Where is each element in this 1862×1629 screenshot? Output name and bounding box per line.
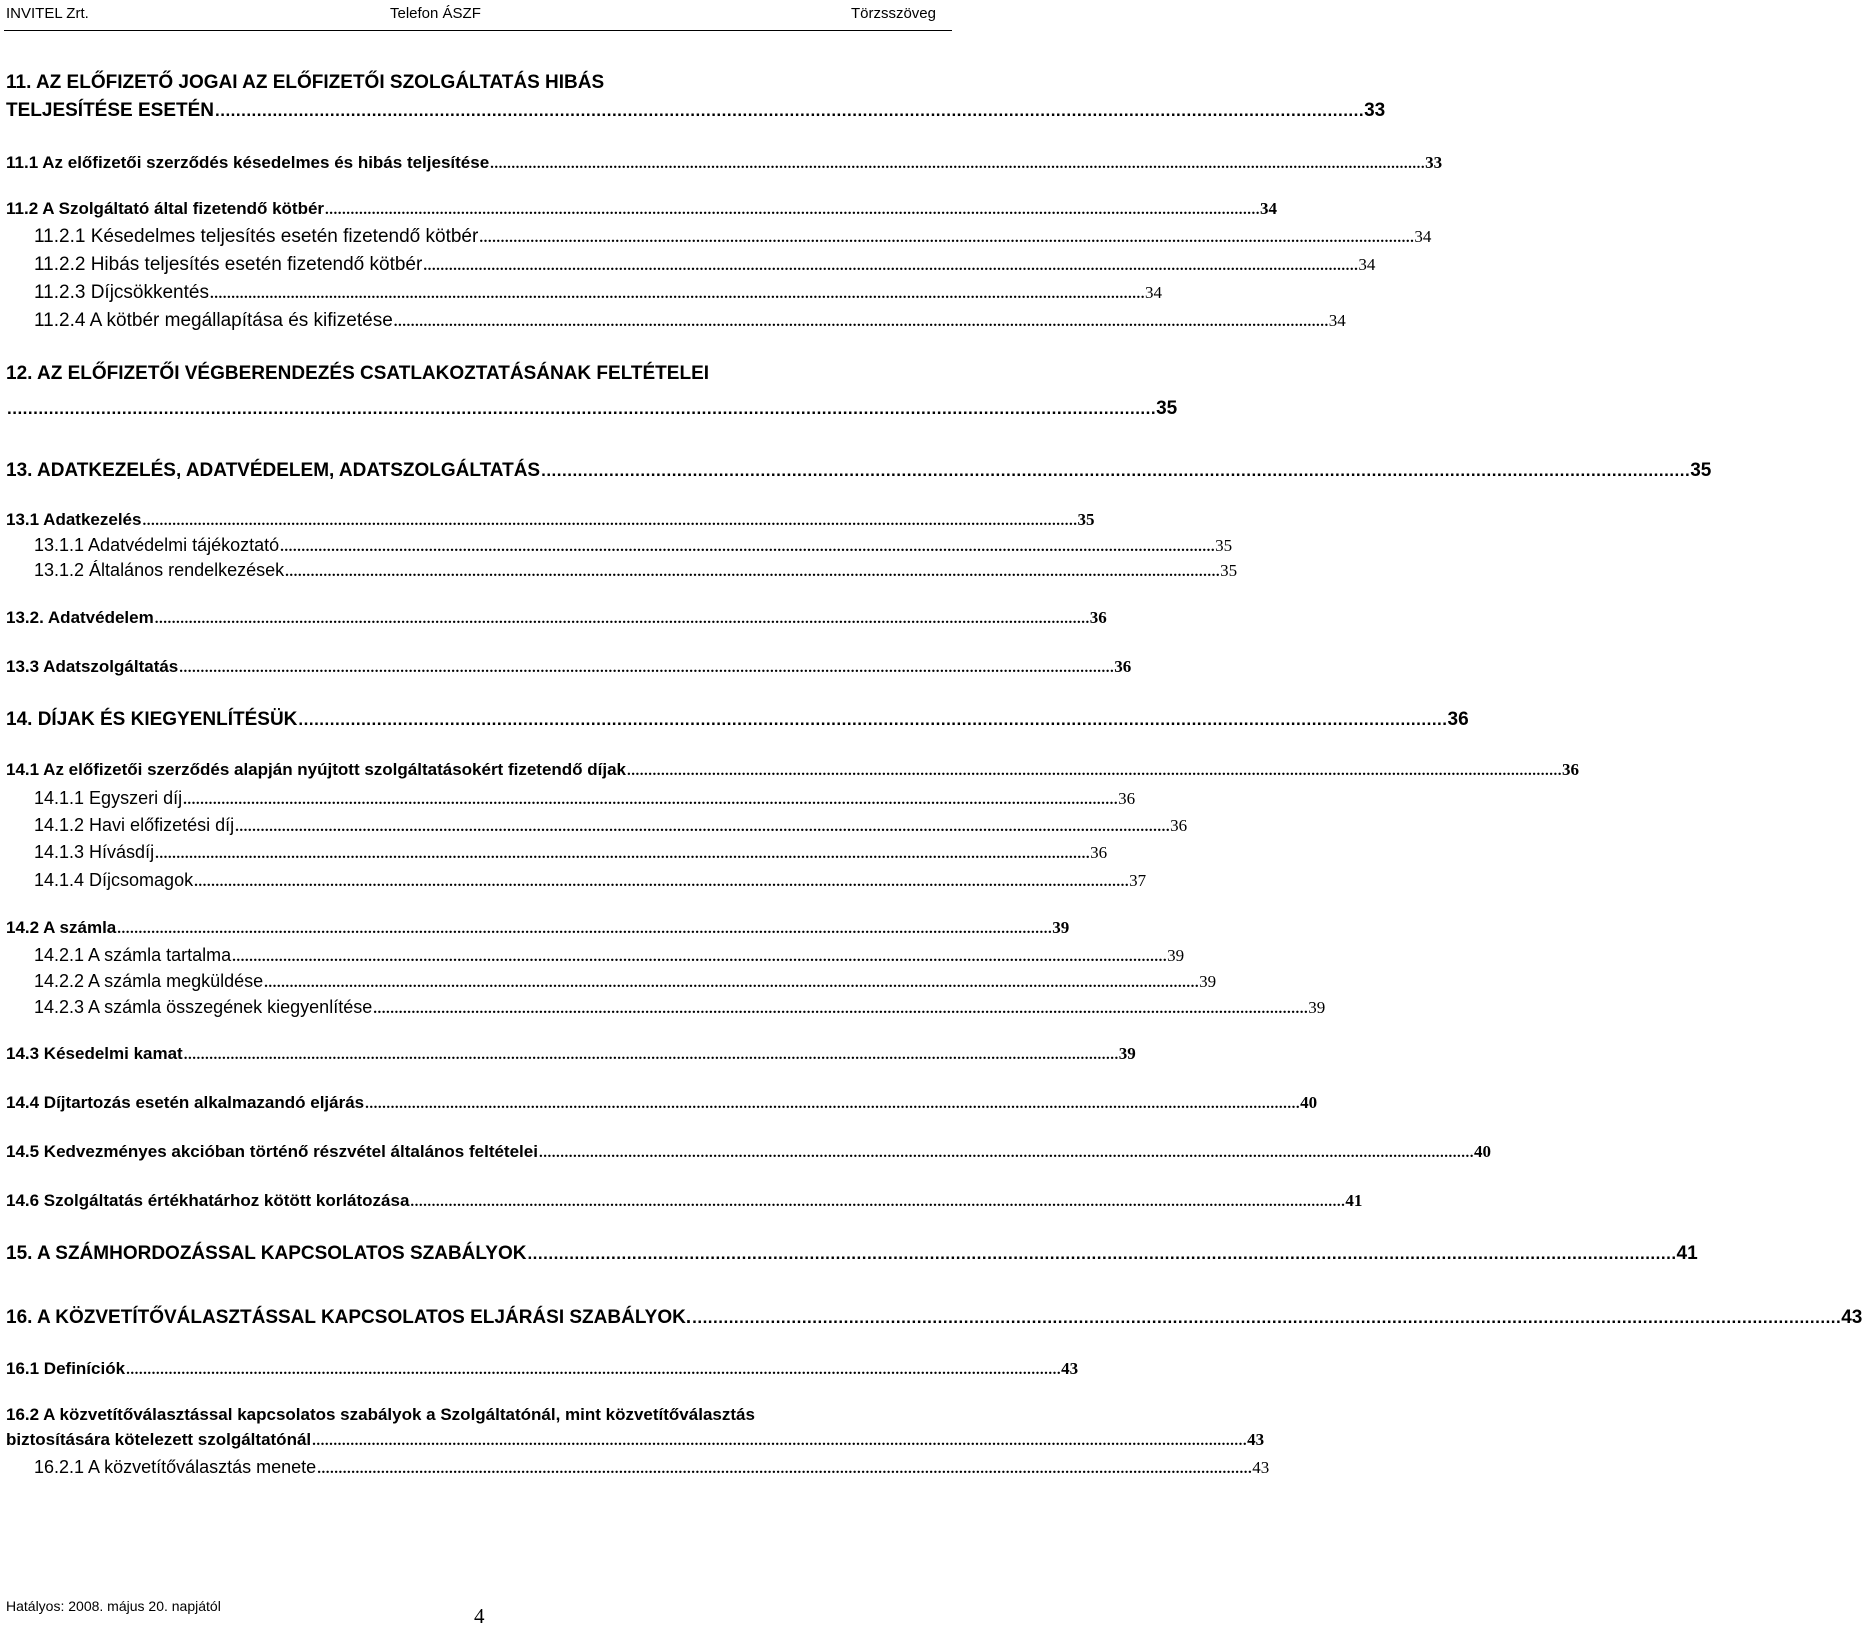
toc-entry-title-line: 11. AZ ELŐFIZETŐ JOGAI AZ ELŐFIZETŐI SZOLGÁLTATÁS HIBÁS (6, 72, 605, 93)
dot-leader: ............................................................................................................................................................................................................................ (235, 819, 1171, 835)
dot-leader: ............................................................................................................................................................................................................................ (410, 1194, 1346, 1210)
toc-page-number: 36 (1114, 657, 1132, 676)
toc-entry-title: 14.1.2 Havi előfizetési díj (34, 815, 235, 835)
footer-page-number: 4 (474, 1604, 485, 1628)
toc-entry-title: 14.2.3 A számla összegének kiegyenlítése (34, 997, 373, 1017)
dot-leader: ............................................................................................................................................................................................................................ (215, 101, 1365, 120)
toc-page-number: 35 (1215, 536, 1233, 555)
header-company: INVITEL Zrt. (6, 5, 89, 22)
toc-page-number: 35 (1690, 460, 1712, 481)
toc-page-number: 35 (1156, 398, 1178, 419)
toc-entry-title: 14.1.1 Egyszeri díj (34, 788, 183, 808)
dot-leader: ............................................................................................................................................................................................................................ (692, 1308, 1842, 1327)
header-divider (4, 30, 952, 31)
dot-leader: ............................................................................................................................................................................................................................ (365, 1096, 1301, 1112)
toc-entry-title: 16.1 Definíciók (6, 1359, 126, 1378)
toc-page-number: 34 (1328, 311, 1346, 330)
dot-leader: ............................................................................................................................................................................................................................ (393, 314, 1329, 330)
toc-page-number: 43 (1252, 1458, 1270, 1477)
toc-entry-title: 13. ADATKEZELÉS, ADATVÉDELEM, ADATSZOLGÁLTATÁS (6, 460, 541, 481)
dot-leader: ............................................................................................................................................................................................................................ (325, 202, 1261, 218)
dot-leader: ............................................................................................................................................................................................................................ (126, 1362, 1062, 1378)
toc-entry-title: 14.4 Díjtartozás esetén alkalmazandó eljárás (6, 1093, 365, 1112)
toc-entry-title: 11.2.3 Díjcsökkentés (34, 282, 209, 303)
dot-leader: ............................................................................................................................................................................................................................ (142, 513, 1078, 529)
toc-page-number: 35 (1077, 510, 1095, 529)
toc-entry-title: 13.2. Adatvédelem (6, 608, 154, 627)
dot-leader: ............................................................................................................................................................................................................................ (194, 874, 1130, 890)
toc-entry-title: 16. A KÖZVETÍTŐVÁLASZTÁSSAL KAPCSOLATOS ELJÁRÁSI SZABÁLYOK. (6, 1307, 692, 1328)
toc-page-number: 40 (1473, 1142, 1491, 1161)
dot-leader: ............................................................................................................................................................................................................................ (117, 921, 1053, 937)
dot-leader: ............................................................................................................................................................................................................................ (423, 258, 1359, 274)
toc-entry-title: 11.2.2 Hibás teljesítés esetén fizetendő kötbér (34, 254, 423, 275)
header-document-title: Telefon ÁSZF (390, 5, 481, 22)
dot-leader: ............................................................................................................................................................................................................................ (155, 846, 1091, 862)
toc-entry-title: 13.1.2 Általános rendelkezések (34, 560, 285, 580)
dot-leader: ............................................................................................................................................................................................................................ (479, 230, 1415, 246)
toc-page-number: 34 (1260, 199, 1278, 218)
toc-page-number: 43 (1841, 1307, 1862, 1328)
dot-leader: ............................................................................................................................................................................................................................ (538, 1145, 1474, 1161)
dot-leader: ............................................................................................................................................................................................................................ (373, 1001, 1309, 1017)
toc-page-number: 39 (1167, 946, 1185, 965)
toc-entry-title: 11.1 Az előfizetői szerződés késedelmes és hibás teljesítése (6, 153, 490, 172)
dot-leader: ............................................................................................................................................................................................................................ (285, 564, 1221, 580)
toc-page-number: 34 (1144, 283, 1162, 302)
toc-entry-title: 14.6 Szolgáltatás értékhatárhoz kötött korlátozása (6, 1191, 410, 1210)
toc-page-number: 37 (1129, 871, 1147, 890)
toc-page-number: 43 (1061, 1359, 1079, 1378)
toc-page-number: 36 (1089, 608, 1107, 627)
toc-page-number: 41 (1676, 1243, 1698, 1264)
toc-entry-title: 13.1 Adatkezelés (6, 510, 142, 529)
dot-leader: ............................................................................................................................................................................................................................ (527, 1244, 1677, 1263)
toc-entry-title: 14.5 Kedvezményes akcióban történő részvétel általános feltételei (6, 1142, 538, 1161)
dot-leader: ............................................................................................................................................................................................................................ (490, 156, 1426, 172)
toc-entry-title: 14.1.3 Hívásdíj (34, 842, 155, 862)
dot-leader: ............................................................................................................................................................................................................................ (298, 710, 1448, 729)
toc-page-number: 36 (1447, 709, 1469, 730)
header-section: Törzsszöveg (850, 5, 936, 22)
toc-page-number: 33 (1425, 153, 1443, 172)
page-header (0, 0, 960, 32)
toc-page-number: 40 (1300, 1093, 1318, 1112)
toc-page-number: 36 (1090, 843, 1108, 862)
dot-leader: ............................................................................................................................................................................................................................ (183, 1047, 1119, 1063)
toc-entry-title: 11.2.1 Késedelmes teljesítés esetén fizetendő kötbér (34, 226, 479, 247)
dot-leader: ............................................................................................................................................................................................................................ (7, 399, 1157, 418)
toc-page-number: 39 (1199, 972, 1217, 991)
toc-entry-title: 15. A SZÁMHORDOZÁSSAL KAPCSOLATOS SZABÁLYOK (6, 1243, 527, 1264)
toc-entry-title: 13.3 Adatszolgáltatás (6, 657, 179, 676)
toc-page-number: 33 (1364, 100, 1386, 121)
toc-entry-title: 14.3 Késedelmi kamat (6, 1044, 183, 1063)
toc-page-number: 34 (1358, 255, 1376, 274)
toc-entry-title-line: 16.2 A közvetítőválasztással kapcsolatos szabályok a Szolgáltatónál, mint közvetítőválasztás (6, 1405, 755, 1424)
dot-leader: ............................................................................................................................................................................................................................ (264, 975, 1200, 991)
toc-page-number: 39 (1118, 1044, 1136, 1063)
toc-page-number: 43 (1247, 1430, 1265, 1449)
dot-leader: ............................................................................................................................................................................................................................ (154, 611, 1090, 627)
dot-leader: ............................................................................................................................................................................................................................ (317, 1461, 1253, 1477)
toc-entry-title: 14.2.1 A számla tartalma (34, 945, 232, 965)
toc-page-number: 41 (1345, 1191, 1363, 1210)
dot-leader: ............................................................................................................................................................................................................................ (183, 792, 1119, 808)
dot-leader: ............................................................................................................................................................................................................................ (280, 539, 1216, 555)
toc-entry-title: 13.1.1 Adatvédelmi tájékoztató (34, 535, 280, 555)
toc-entry-title: 14.1.4 Díjcsomagok (34, 870, 194, 890)
toc-entry-title: 14.1 Az előfizetői szerződés alapján nyújtott szolgáltatásokért fizetendő díjak (6, 760, 627, 779)
toc-entry-title: TELJESÍTÉSE ESETÉN (6, 100, 214, 121)
toc-page-number: 36 (1562, 760, 1580, 779)
dot-leader: ............................................................................................................................................................................................................................ (209, 286, 1145, 302)
toc-entry-title: 11.2.4 A kötbér megállapítása és kifizetése (34, 310, 393, 331)
toc-entry-title: 14.2 A számla (6, 918, 117, 937)
dot-leader: ............................................................................................................................................................................................................................ (179, 660, 1115, 676)
dot-leader: ............................................................................................................................................................................................................................ (541, 461, 1691, 480)
toc-page-number: 36 (1170, 816, 1188, 835)
toc-page-number: 34 (1414, 227, 1432, 246)
toc-entry-title: 16.2.1 A közvetítőválasztás menete (34, 1457, 317, 1477)
footer-valid-from: Hatályos: 2008. május 20. napjától (6, 1598, 221, 1614)
toc-page-number: 39 (1052, 918, 1070, 937)
toc-entry-title-line: 12. AZ ELŐFIZETŐI VÉGBERENDEZÉS CSATLAKOZTATÁSÁNAK FELTÉTELEI (6, 363, 710, 384)
toc-entry-title: 11.2 A Szolgáltató által fizetendő kötbér (6, 199, 325, 218)
toc-page-number: 36 (1118, 789, 1136, 808)
page-footer (0, 1568, 960, 1628)
toc-page-number: 35 (1220, 561, 1238, 580)
toc-entry-title: 14. DÍJAK ÉS KIEGYENLÍTÉSÜK (6, 709, 298, 730)
toc-page-number: 39 (1308, 998, 1326, 1017)
dot-leader: ............................................................................................................................................................................................................................ (627, 763, 1563, 779)
toc-entry-title: biztosítására kötelezett szolgáltatónál (6, 1430, 312, 1449)
toc-entry-title: 14.2.2 A számla megküldése (34, 971, 264, 991)
dot-leader: ............................................................................................................................................................................................................................ (312, 1433, 1248, 1449)
dot-leader: ............................................................................................................................................................................................................................ (232, 949, 1168, 965)
